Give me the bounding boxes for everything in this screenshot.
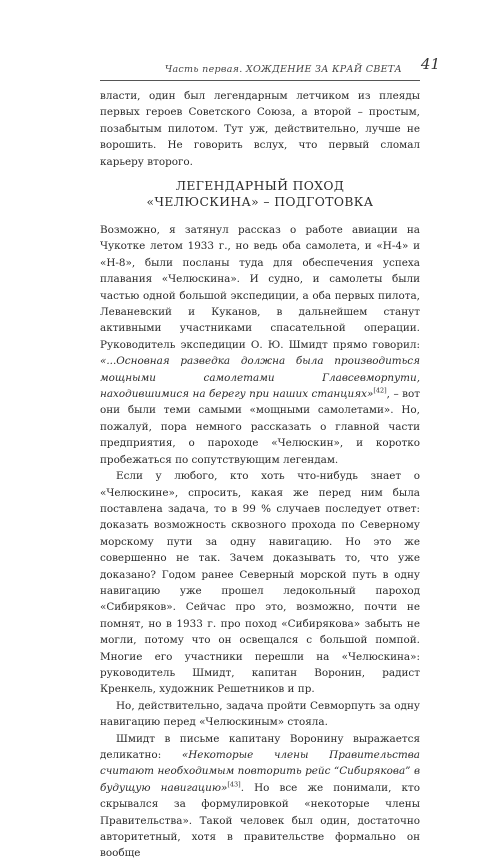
section-body bbox=[100, 222, 420, 862]
running-title: Часть первая. ХОЖДЕНИЕ ЗА КРАЙ СВЕТА bbox=[164, 64, 402, 75]
paragraph-4-text-b: . Но все же понимали, кто скрывался за формулировкой «некоторые члены Правительства». Такой человек был один, достаточно авторитетный, хотя в правительстве формально он вообще bbox=[100, 781, 420, 860]
intro-paragraph: власти, один был легендарным летчиком из плеяды первых героев Советского Союза, а второй – простым, позабытым пилотом. Тут уж, действительно, лучше не ворошить. Не говорить вслух, что первый сломал карьеру второго. bbox=[100, 90, 420, 168]
paragraph-4-text-a: Шмидт в письме капитану Воронину выражается деликатно: bbox=[100, 732, 420, 761]
paragraph-1-quote: «...Основная разведка должна была производиться мощными самолетами Главсевморпути, находившимися на берегу при наших станциях» bbox=[100, 355, 420, 401]
paragraph-3: Но, действительно, задача пройти Севморпуть за одну навигацию перед «Челюскиным» стояла. bbox=[100, 699, 420, 729]
header-rule bbox=[100, 80, 420, 81]
paragraph-1 bbox=[100, 222, 420, 468]
paragraph-2: Если у любого, кто хоть что-нибудь знает о «Челюскине», спросить, какая же перед ним была поставлена задача, то в 99 % случаев последует ответ: доказать возможность сквозного прохода по Северному морскому пути за одну навигацию. Но это же совершенно не так. Зачем доказывать то, что уже доказано? Годом ранее Северный морской путь в одну навигацию уже прошел ледокольный пароход «Сибиряков». Сейчас про это, возможно, почти не помнят, но в 1933 г. про поход «Сибирякова» забыть не могли, потому что он освещался с большой помпой. Многие его участники перешли на «Челюскина»: руководитель Шмидт, капитан Воронин, радист Кренкель, художник Решетников и пр. bbox=[100, 470, 420, 696]
paragraph-4 bbox=[100, 731, 420, 862]
running-header bbox=[100, 54, 440, 82]
paragraph-4-quote: «Некоторые члены Правительства считают необходимым повторить рейс “Сибирякова” в будущую навигацию» bbox=[100, 749, 420, 794]
intro-paragraph-block bbox=[100, 88, 420, 170]
footnote-ref-43: [43] bbox=[227, 780, 241, 789]
section-title bbox=[100, 178, 420, 210]
footnote-ref-42: [42] bbox=[373, 386, 387, 395]
paragraph-1-text-a: Возможно, я затянул рассказ о работе авиации на Чукотке летом 1933 г., но ведь оба самолета, и «Н-4» и «Н-8», были посланы туда для обеспечения успеха плавания «Челюскина». И судно, и самолеты были частью одной большой экспедиции, а оба первых пилота, Леваневский и Куканов, в дальнейшем станут активными участниками спасательной операции. Руководитель экспедиции О. Ю. Шмидт прямо говорил: bbox=[100, 224, 420, 351]
section-title-line-1: ЛЕГЕНДАРНЫЙ ПОХОД bbox=[175, 179, 345, 193]
page-number: 41 bbox=[420, 55, 440, 73]
paragraph-1-text-b: , – вот они были теми самыми «мощными самолетами». Но, пожалуй, пора немного рассказать о главной части предприятия, о пароходе «Челюскин», и коротко пробежаться по сопутствующим легендам. bbox=[100, 388, 420, 466]
section-title-line-2: «ЧЕЛЮСКИНА» – ПОДГОТОВКА bbox=[146, 195, 374, 209]
